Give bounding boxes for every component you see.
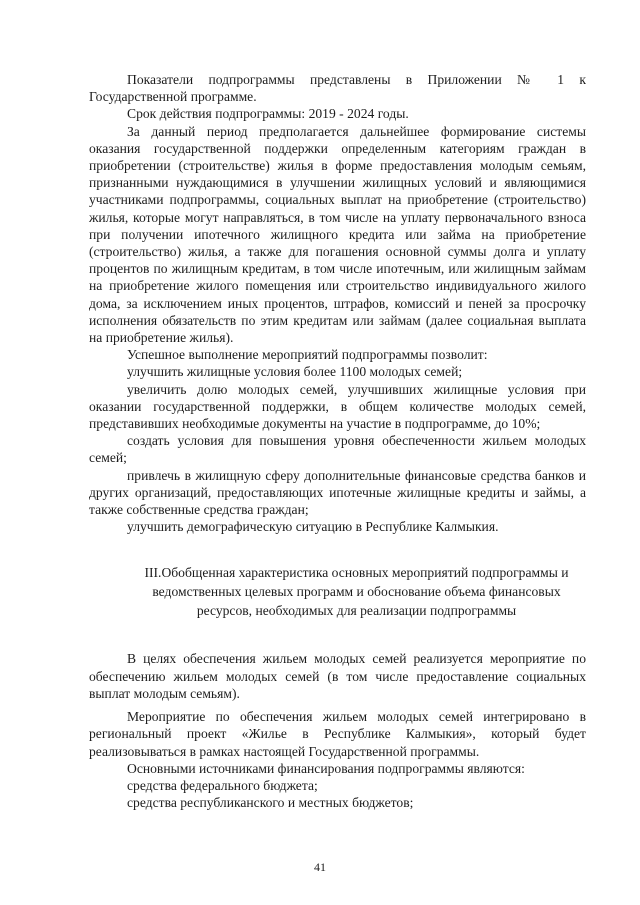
list-item: улучшить демографическую ситуацию в Республике Калмыкия. xyxy=(127,519,499,535)
list-item: увеличить долю молодых семей, улучшивших жилищные условия при оказании государственной поддержки, в общем количестве молодых семей, представивших необходимые документы на участие в подпрограмме, до 10%; xyxy=(89,381,586,432)
paragraph: Срок действия подпрограммы: 2019 - 2024 годы. xyxy=(127,106,409,122)
body-text xyxy=(89,71,586,811)
list-item: средства республиканского и местных бюджетов; xyxy=(127,795,414,811)
paragraph: Основными источниками финансирования подпрограммы являются: xyxy=(127,760,525,776)
paragraph: Показатели подпрограммы представлены в Приложении № 1 к Государственной программе. xyxy=(89,72,586,105)
list-item: создать условия для повышения уровня обеспеченности жильем молодых семей; xyxy=(89,433,586,466)
section-heading: III.Обобщенная характеристика основных мероприятий подпрограммы и ведомственных целевых программ и обоснование объема финансовых ресурсов, необходимых для реализации подпрограммы xyxy=(144,565,569,619)
paragraph: Мероприятие по обеспечения жильем молодых семей интегрировано в региональный проект «Жилье в Республике Калмыкия», который будет реализовываться в рамках настоящей Государственной программы. xyxy=(89,709,586,759)
list-item: привлечь в жилищную сферу дополнительные финансовые средства банков и других организаций, предоставляющих ипотечные жилищные кредиты и займы, а также собственные средства граждан; xyxy=(89,467,586,518)
list-item: средства федерального бюджета; xyxy=(127,777,318,793)
page-number: 41 xyxy=(314,860,326,874)
paragraph: В целях обеспечения жильем молодых семей реализуется мероприятие по обеспечению жильем молодых семей (в том числе предоставление социальных выплат молодым семьям). xyxy=(89,651,586,701)
paragraph: Успешное выполнение мероприятий подпрограммы позволит: xyxy=(127,347,488,363)
list-item: улучшить жилищные условия более 1100 молодых семей; xyxy=(127,364,463,380)
paragraph: За данный период предполагается дальнейшее формирование системы оказания государственной поддержки определенным категориям граждан в приобретении (строительстве) жилья в форме предоставления молодым семьям, признанными нуждающимися в улучшении жилищных условий и являющимися участниками подпрограммы, социальных выплат на приобретение (строительство) жилья, которые могут направляться, в том числе на уплату первоначального взноса при получении ипотечного жилищного кредита или займа на приобретение (строительство) жилья, а также для погашения основной суммы долга и уплату процентов по жилищным кредитам, в том числе ипотечным, или жилищным займам на приобретение жилого помещения или строительство индивидуального жилого дома, за исключением иных процентов, штрафов, комиссий и пеней за просрочку исполнения обязательств по этим кредитам или займам (далее социальная выплата на приобретение жилья). xyxy=(89,123,586,346)
